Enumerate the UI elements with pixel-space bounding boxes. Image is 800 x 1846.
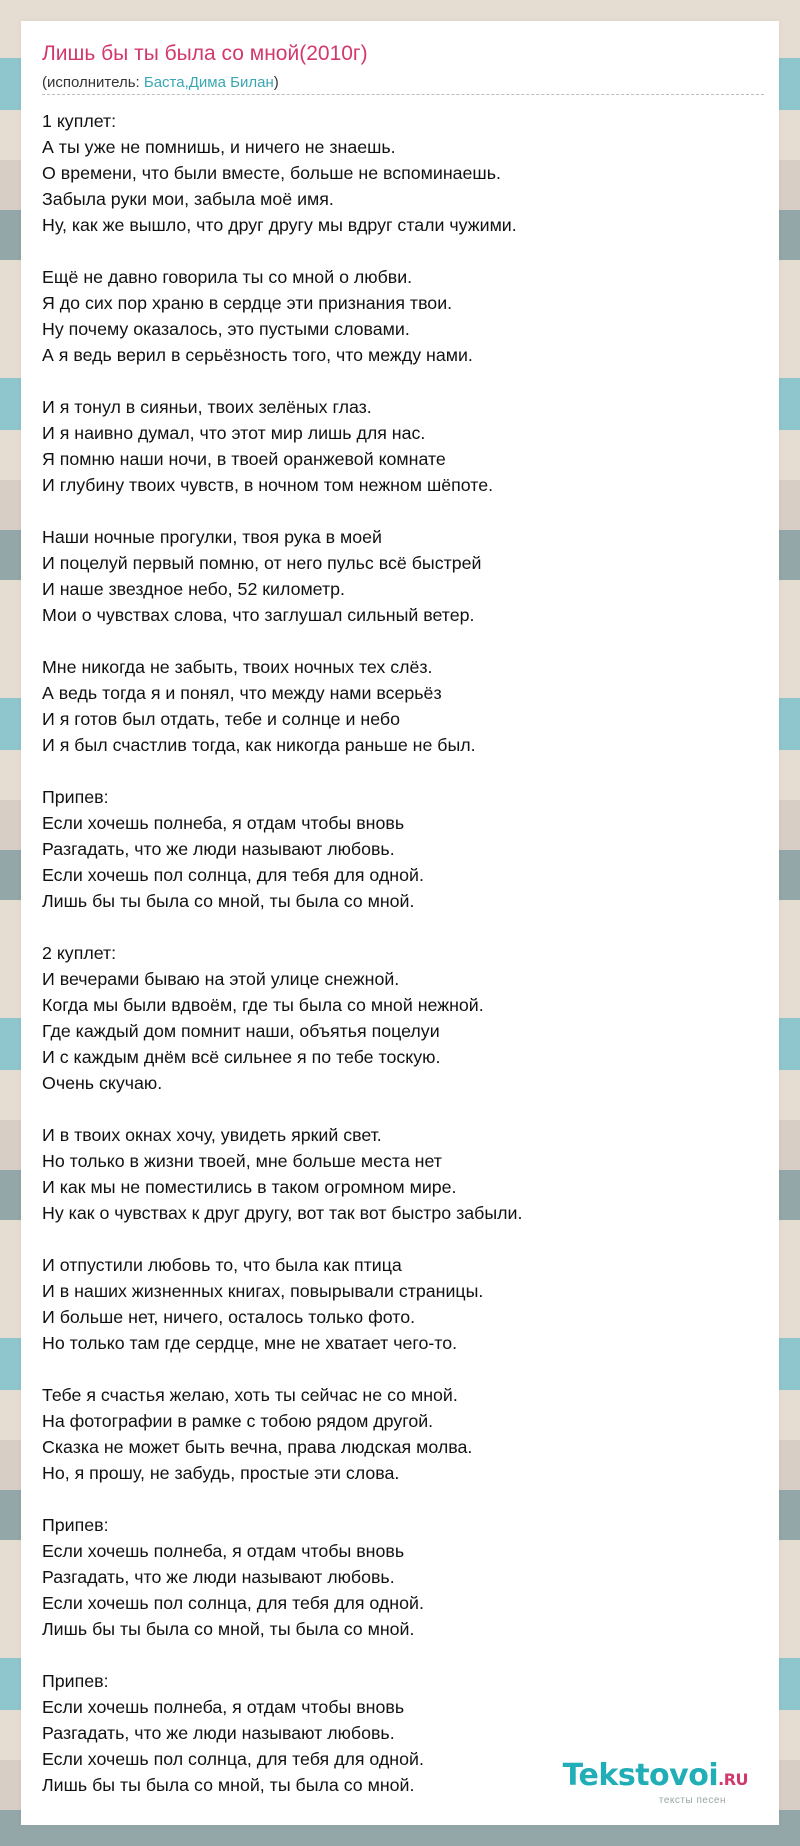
lyric-line: А я ведь верил в серьёзность того, что между нами. xyxy=(42,345,473,365)
lyric-spacer xyxy=(42,498,762,524)
lyric-line: Забыла руки мои, забыла моё имя. xyxy=(42,189,334,209)
lyric-line: Но, я прошу, не забудь, простые эти слова. xyxy=(42,1463,400,1483)
lyric-line: Мне никогда не забыть, твоих ночных тех слёз. xyxy=(42,657,433,677)
lyrics-text xyxy=(42,108,762,1798)
lyric-line: Разгадать, что же люди называют любовь. xyxy=(42,1723,395,1743)
lyric-line: Если хочешь полнеба, я отдам чтобы вновь xyxy=(42,1541,405,1561)
lyric-spacer xyxy=(42,1096,762,1122)
lyric-spacer xyxy=(42,238,762,264)
lyric-line: Где каждый дом помнит наши, объятья поцелуи xyxy=(42,1021,440,1041)
header-divider xyxy=(42,94,764,95)
lyric-line: Когда мы были вдвоём, где ты была со мной нежной. xyxy=(42,995,484,1015)
lyric-line: Но только там где сердце, мне не хватает чего-то. xyxy=(42,1333,458,1353)
lyric-line: Мои о чувствах слова, что заглушал сильный ветер. xyxy=(42,605,475,625)
lyric-line: И в наших жизненных книгах, повырывали страницы. xyxy=(42,1281,484,1301)
lyric-line: Ну почему оказалось, это пустыми словами. xyxy=(42,319,410,339)
lyric-line: 2 куплет: xyxy=(42,943,117,963)
lyric-line: Но только в жизни твоей, мне больше места нет xyxy=(42,1151,442,1171)
lyric-line: И в твоих окнах хочу, увидеть яркий свет. xyxy=(42,1125,382,1145)
lyric-line: Лишь бы ты была со мной, ты была со мной. xyxy=(42,1775,415,1795)
lyric-line: 1 куплет: xyxy=(42,111,117,131)
song-title: Лишь бы ты была со мной(2010г) xyxy=(42,42,368,65)
performer-line xyxy=(42,74,279,91)
logo-name: Tekstovoi xyxy=(562,1758,719,1793)
lyric-line: И поцелуй первый помню, от него пульс всё быстрей xyxy=(42,553,482,573)
lyric-line: Тебе я счастья желаю, хоть ты сейчас не со мной. xyxy=(42,1385,458,1405)
lyric-line: Я помню наши ночи, в твоей оранжевой комнате xyxy=(42,449,446,469)
lyric-line: Если хочешь полнеба, я отдам чтобы вновь xyxy=(42,813,405,833)
lyric-line: Припев: xyxy=(42,787,109,807)
lyric-spacer xyxy=(42,758,762,784)
lyric-line: А ты уже не помнишь, и ничего не знаешь. xyxy=(42,137,396,157)
lyric-line: И вечерами бываю на этой улице снежной. xyxy=(42,969,400,989)
logo-tagline: тексты песен xyxy=(658,1795,726,1806)
lyric-line: И с каждым днём всё сильнее я по тебе тоскую. xyxy=(42,1047,441,1067)
lyric-line: Разгадать, что же люди называют любовь. xyxy=(42,1567,395,1587)
lyric-line: И я тонул в сияньи, твоих зелёных глаз. xyxy=(42,397,372,417)
lyric-line: Если хочешь пол солнца, для тебя для одной. xyxy=(42,865,424,885)
lyric-line: И я готов был отдать, тебе и солнце и небо xyxy=(42,709,400,729)
lyric-spacer xyxy=(42,1226,762,1252)
lyric-line: Очень скучаю. xyxy=(42,1073,163,1093)
lyric-line: И я был счастлив тогда, как никогда раньше не был. xyxy=(42,735,476,755)
lyric-spacer xyxy=(42,368,762,394)
lyric-line: Сказка не может быть вечна, права людская молва. xyxy=(42,1437,473,1457)
lyric-line: И отпустили любовь то, что была как птица xyxy=(42,1255,402,1275)
lyric-line: И больше нет, ничего, осталось только фото. xyxy=(42,1307,416,1327)
lyric-spacer xyxy=(42,914,762,940)
lyric-line: Припев: xyxy=(42,1671,109,1691)
lyric-spacer xyxy=(42,628,762,654)
performer-prefix: (исполнитель: xyxy=(42,74,144,91)
lyric-line: А ведь тогда я и понял, что между нами всерьёз xyxy=(42,683,442,703)
lyric-spacer xyxy=(42,1486,762,1512)
lyric-line: И наше звездное небо, 52 километр. xyxy=(42,579,345,599)
lyric-line: О времени, что были вместе, больше не вспоминаешь. xyxy=(42,163,501,183)
lyric-line: Ещё не давно говорила ты со мной о любви. xyxy=(42,267,413,287)
lyric-line: Если хочешь пол солнца, для тебя для одной. xyxy=(42,1593,424,1613)
lyric-line: Я до сих пор храню в сердце эти признания твои. xyxy=(42,293,453,313)
lyric-line: Лишь бы ты была со мной, ты была со мной. xyxy=(42,891,415,911)
logo-tld: .RU xyxy=(718,1770,748,1789)
lyric-line: Ну как о чувствах к друг другу, вот так вот быстро забыли. xyxy=(42,1203,523,1223)
lyric-line: Наши ночные прогулки, твоя рука в моей xyxy=(42,527,382,547)
logo-wordmark xyxy=(563,1760,748,1796)
lyric-line: И я наивно думал, что этот мир лишь для нас. xyxy=(42,423,426,443)
site-logo[interactable] xyxy=(563,1760,748,1806)
lyric-spacer xyxy=(42,1356,762,1382)
lyric-line: И глубину твоих чувств, в ночном том нежном шёпоте. xyxy=(42,475,494,495)
lyric-line: Разгадать, что же люди называют любовь. xyxy=(42,839,395,859)
performer-link[interactable]: Баста,Дима Билан xyxy=(143,74,274,91)
lyric-line: Лишь бы ты была со мной, ты была со мной. xyxy=(42,1619,415,1639)
lyric-spacer xyxy=(42,1642,762,1668)
lyric-line: Ну, как же вышло, что друг другу мы вдруг стали чужими. xyxy=(42,215,517,235)
performer-suffix: ) xyxy=(273,74,279,91)
lyric-line: Если хочешь полнеба, я отдам чтобы вновь xyxy=(42,1697,405,1717)
lyric-line: На фотографии в рамке с тобою рядом другой. xyxy=(42,1411,434,1431)
lyrics-card xyxy=(22,22,778,1824)
lyric-line: И как мы не поместились в таком огромном мире. xyxy=(42,1177,457,1197)
lyric-line: Если хочешь пол солнца, для тебя для одной. xyxy=(42,1749,424,1769)
lyric-line: Припев: xyxy=(42,1515,109,1535)
